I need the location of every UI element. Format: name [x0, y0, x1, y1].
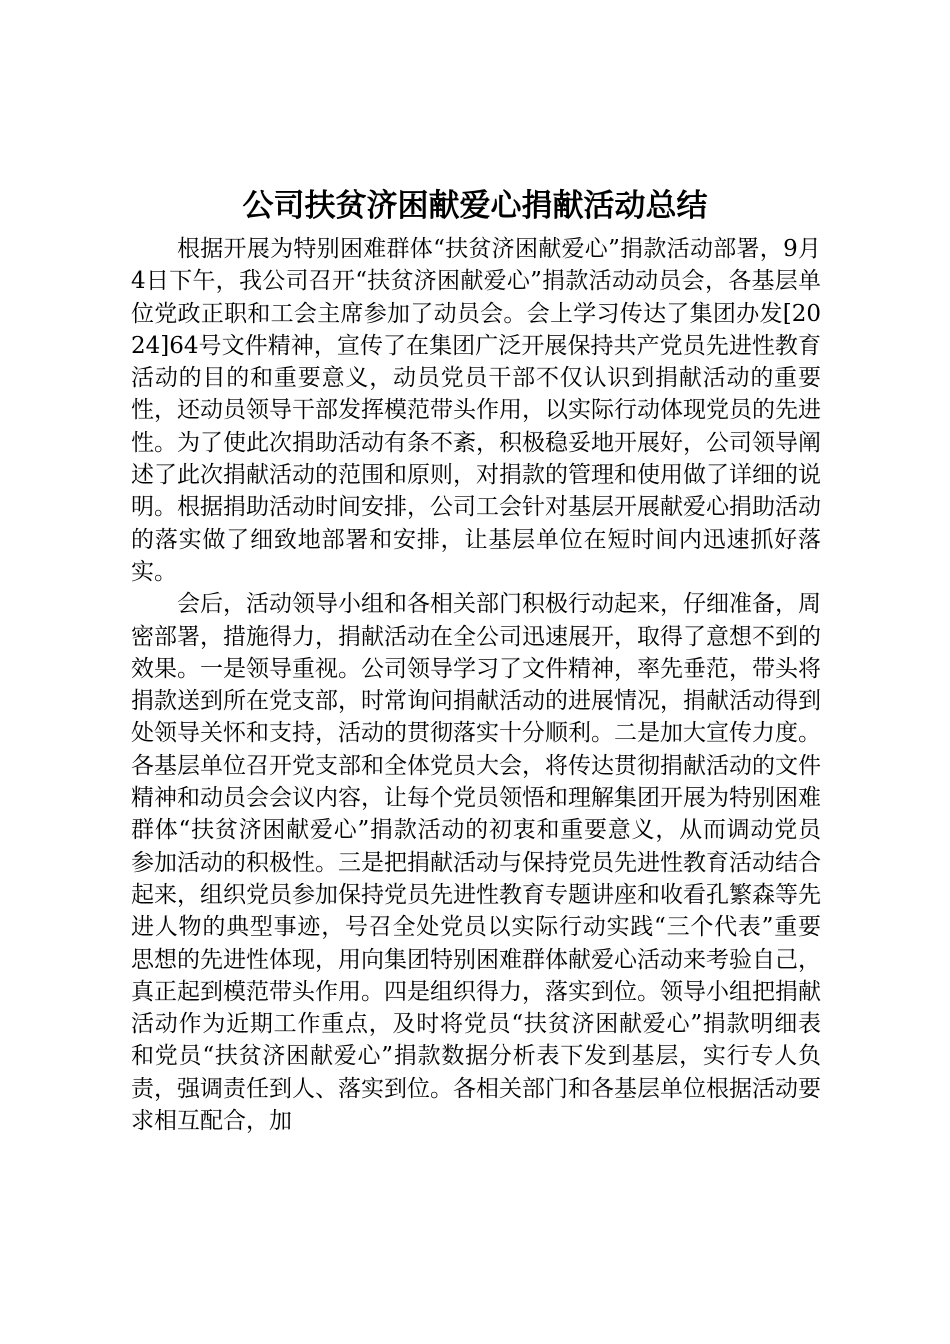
paragraph-1: 根据开展为特别困难群体“扶贫济困献爱心”捐款活动部署，9月4日下午，我公司召开“扶贫济困献爱心”捐款活动动员会，各基层单位党政正职和工会主席参加了动员会。会上学习传达了集团办发[2024]64号文件精神，宣传了在集团广泛开展保持共产党员先进性教育活动的目的和重要意义，动员党员干部不仅认识到捐献活动的重要性，还动员领导干部发挥模范带头作用，以实际行动体现党员的先进性。为了使此次捐助活动有条不紊，积极稳妥地开展好，公司领导阐述了此次捐献活动的范围和原则，对捐款的管理和使用做了详细的说明。根据捐助活动时间安排，公司工会针对基层开展献爱心捐助活动的落实做了细致地部署和安排，让基层单位在短时间内迅速抓好落实。	[131, 236, 821, 585]
paragraph-2: 会后，活动领导小组和各相关部门积极行动起来，仔细准备，周密部署，措施得力，捐献活动在全公司迅速展开，取得了意想不到的效果。一是领导重视。公司领导学习了文件精神，率先垂范，带头将捐款送到所在党支部，时常询问捐献活动的进展情况，捐献活动得到处领导关怀和支持，活动的贯彻落实十分顺利。二是加大宣传力度。各基层单位召开党支部和全体党员大会，将传达贯彻捐献活动的文件精神和动员会会议内容，让每个党员领悟和理解集团开展为特别困难群体“扶贫济困献爱心”捐款活动的初衷和重要意义，从而调动党员参加活动的积极性。三是把捐献活动与保持党员先进性教育活动结合起来，组织党员参加保持党员先进性教育专题讲座和收看孔繁森等先进人物的典型事迹，号召全处党员以实际行动实践“三个代表”重要思想的先进性体现，用向集团特别困难群体献爱心活动来考验自己，真正起到模范带头作用。四是组织得力，落实到位。领导小组把捐献活动作为近期工作重点，及时将党员“扶贫济困献爱心”捐款明细表和党员“扶贫济困献爱心”捐款数据分析表下发到基层，实行专人负责，强调责任到人、落实到位。各相关部门和各基层单位根据活动要求相互配合，加	[131, 591, 821, 1135]
document-title: 公司扶贫济困献爱心捐献活动总结	[242, 188, 708, 224]
document-body	[131, 233, 821, 1137]
